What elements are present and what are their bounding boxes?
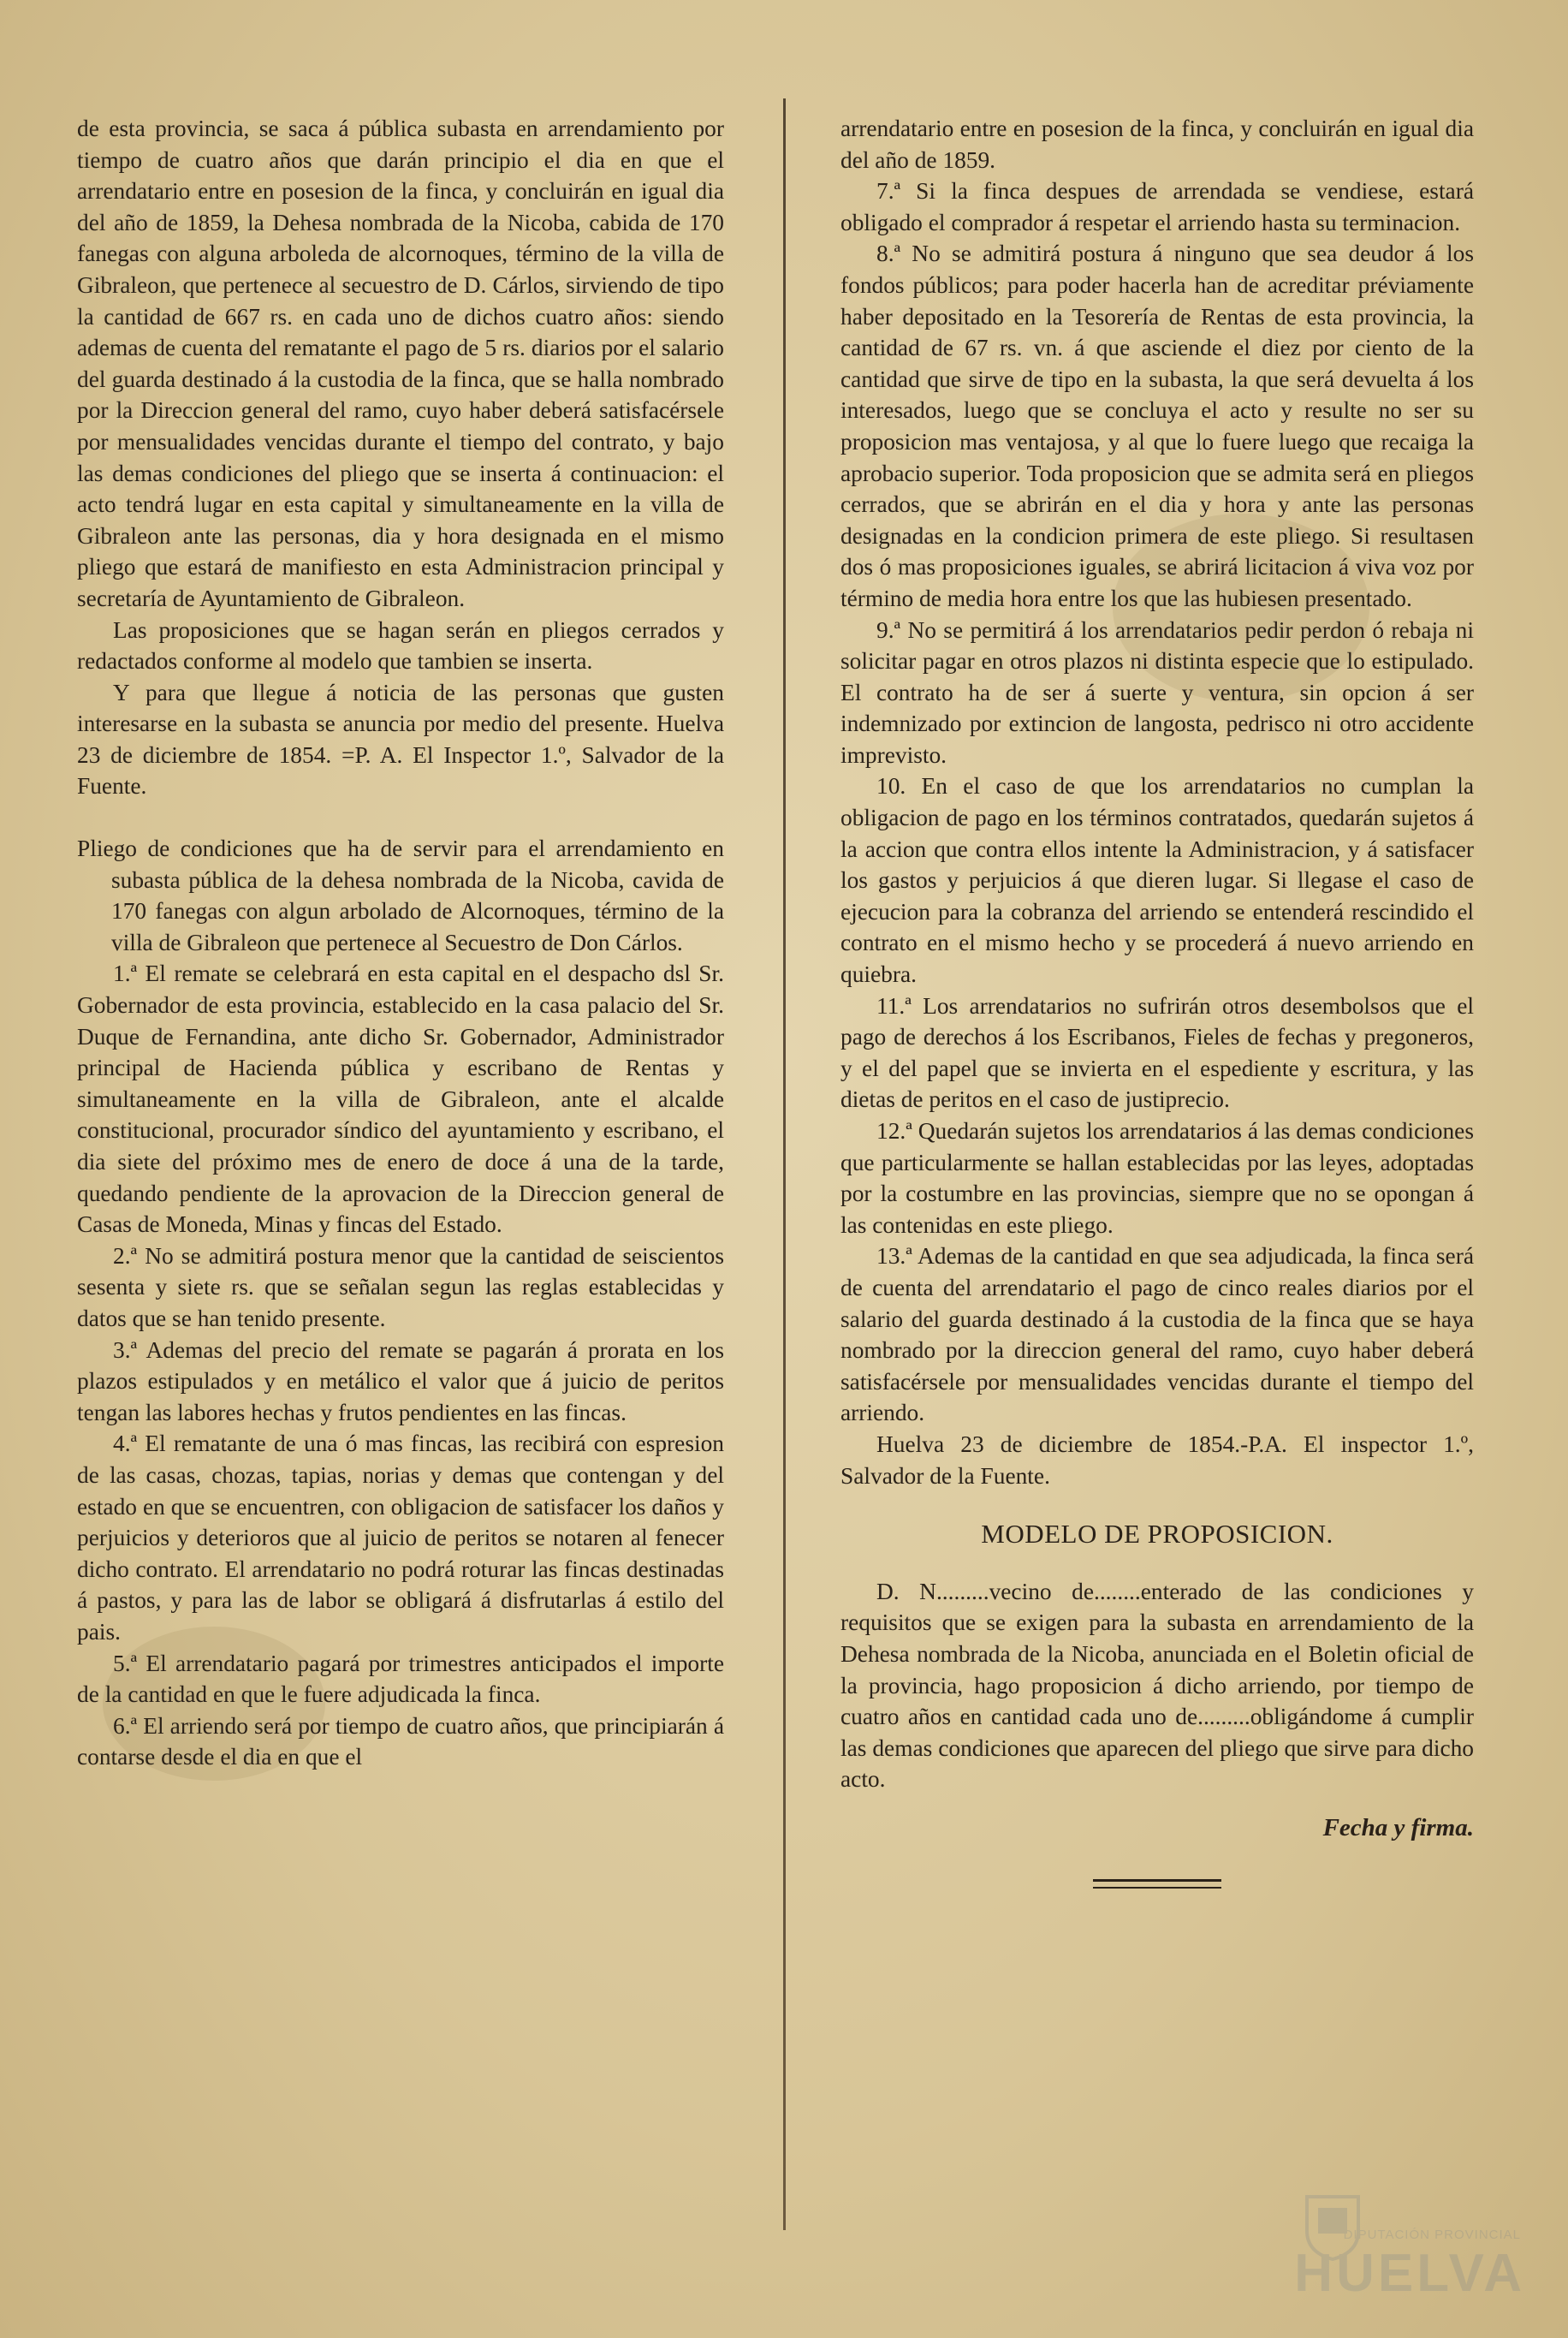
- condition-2: 2.ª No se admitirá postura menor que la cantidad de seiscientos sesenta y siete rs. que se señalan segun las reglas establecidas y datos que se han tenido presente.: [77, 1242, 724, 1331]
- condition-13: 13.ª Ademas de la cantidad en que sea adjudicada, la finca será de cuenta del arrendatario el pago de cinco reales diarios por el salario del guarda destinado á la custodia de la finca que se haya nombrado por la direccion general del ramo, cuyo haber deberá satisfacérsele por mensualidades vencidas durante el tiempo del arriendo.: [840, 1243, 1474, 1426]
- condition-3: 3.ª Ademas del precio del remate se pagarán á prorata en los plazos estipulados y en metálico el valor que á juicio de peritos tengan las labores hechas y frutos pendientes en las fincas.: [77, 1336, 724, 1425]
- closing-rule: [1093, 1879, 1221, 1889]
- archive-watermark: [1251, 2184, 1534, 2312]
- announcement-paragraph: de esta provincia, se saca á pública subasta en arrendamiento por tiempo de cuatro años que darán principio el dia en que el arrendatario entre en posesion de la finca, y concluirán en igual dia del año de 1859, la Dehesa nombrada de la Nicoba, cabida de 170 fanegas con alguna arboleda de alcornoques, término de la villa de Gibraleon, que pertenece al secuestro de D. Cárlos, sirviendo de tipo la cantidad de 667 rs. en cada uno de dichos cuatro años: siendo ademas de cuenta del rematante el pago de 5 rs. diarios por el salario del guarda destinado á la custodia de la finca, que se halla nombrado por la Direccion general del ramo, cuyo haber deberá satisfacérsele por mensualidades vencidas durante el tiempo del contrato, y bajo las demas condiciones del pliego que se inserta á continuacion: el acto tendrá lugar en esta capital y simultaneamente en la villa de Gibraleon ante las personas, dia y hora designada en el mismo pliego que estará de manifiesto en esta Administracion principal y secretaría de Ayuntamiento de Gibraleon.: [77, 116, 724, 611]
- condition-10: 10. En el caso de que los arrendatarios no cumplan la obligacion de pago en los términos contratados, quedarán sujetos á la accion que contra ellos intente la Administracion, y á satisfacer los gastos y perjuicios á que dieren lugar. Si llegase el caso de ejecucion para la cobranza del arriendo se entenderá rescindido el contrato en el mismo hecho y se procederá á nuevo arriendo en quiebra.: [840, 773, 1474, 988]
- condition-6: 6.ª El arriendo será por tiempo de cuatro años, que principiarán á contarse desde el dia en que el: [77, 1712, 724, 1770]
- right-column: [840, 113, 1474, 1889]
- pliego-heading: Pliego de condiciones que ha de servir para el arrendamiento en subasta pública de la dehesa nombrada de la Nicoba, cavida de 170 fanegas con algun arbolado de Alcornoques, término de la villa de Gibraleon que pertenece al Secuestro de Don Cárlos.: [77, 836, 724, 955]
- condition-5: 5.ª El arrendatario pagará por trimestres anticipados el importe de la cantidad en que le fuere adjudicada la finca.: [77, 1650, 724, 1708]
- modelo-text: D. N.........vecino de........enterado de las condiciones y requisitos que se exigen para la subasta en arrendamiento de la Dehesa nombrada de la Nicoba, anunciada en el Boletin oficial de la provincia, hago proposicion á dicho arriendo, por tiempo de cuatro años en cantidad cada uno de.........obligándome á cumplir las demas condiciones que aparecen del pliego que sirve para dicho acto.: [840, 1578, 1474, 1793]
- condition-7: 7.ª Si la finca despues de arrendada se vendiese, estará obligado el comprador á respetar el arriendo hasta su terminacion.: [840, 178, 1474, 235]
- condition-8: 8.ª No se admitirá postura á ninguno que sea deudor á los fondos públicos; para poder hacerla han de acreditar préviamente haber depositado en la Tesorería de Rentas de esta provincia, la cantidad de 67 rs. vn. á que asciende el diez por ciento de la cantidad que sirve de tipo en la subasta, la que será devuelta á los interesados, luego que se concluya el acto y resulte no ser su proposicion mas ventajosa, y al que lo fuere luego que recaiga la aprobacio superior. Toda proposicion que se admita será en pliegos cerrados, que se abrirán en el dia y hora y ante las personas designadas en la condicion primera de este pliego. Si resultasen dos ó mas proposiciones iguales, se abrirá licitacion á viva voz por término de media hora entre los que las hubiesen presentado.: [840, 241, 1474, 611]
- condition-6-continued: arrendatario entre en posesion de la finca, y concluirán en igual dia del año de 1859.: [840, 116, 1474, 173]
- condition-9: 9.ª No se permitirá á los arrendatarios pedir perdon ó rebaja ni solicitar pagar en otros plazos ni distinta especie que lo estipulado. El contrato ha de ser á suerte y ventura, sin opcion á ser indemnizado por extincion de langosta, pedrisco ni otro accidente imprevisto.: [840, 616, 1474, 768]
- left-column: [77, 113, 724, 1773]
- watermark-text: HUELVA: [1294, 2244, 1525, 2303]
- condition-4: 4.ª El rematante de una ó mas fincas, las recibirá con espresion de las casas, chozas, tapias, norias y demas que contengan y del estado en que se encuentren, con obligacion de satisfacer los daños y perjuicios y deterioros que al juicio de peritos se notaren al fenecer dicho contrato. El arrendatario no podrá roturar las fincas destinadas á pastos, y para las de labor se obligará á disfrutarlas á estilo del pais.: [77, 1431, 724, 1645]
- condition-12: 12.ª Quedarán sujetos los arrendatarios á las demas condiciones que particularmente se hallan establecidas por las leyes, adoptadas por la costumbre en las provincias, siempre que no se opongan á las contenidas en este pliego.: [840, 1118, 1474, 1238]
- fecha-firma: Fecha y firma.: [1322, 1813, 1474, 1841]
- condition-1: 1.ª El remate se celebrará en esta capital en el despacho dsl Sr. Gobernador de esta provincia, establecido en la casa palacio del Sr. Duque de Fernandina, ante dicho Sr. Gobernador, Administrador principal de Hacienda pública y escribano de Rentas y simultaneamente en la villa de Gibraleon, ante el alcalde constitucional, procurador síndico del ayuntamiento y escribano, el dia siete del próximo mes de enero de doce á una de la tarde, quedando pendiente de la aprovacion de la Direccion general de Casas de Moneda, Minas y fincas del Estado.: [77, 961, 724, 1238]
- proposals-paragraph: Las proposiciones que se hagan serán en pliegos cerrados y redactados conforme al modelo que tambien se inserta.: [77, 616, 724, 675]
- column-divider: [783, 98, 786, 2230]
- condition-11: 11.ª Los arrendatarios no sufrirán otros desembolsos que el pago de derechos á los Escribanos, Fieles de fechas y pregoneros, y el del papel que se invierta en el espediente y escritura, y las dietas de peritos en el caso de justiprecio.: [840, 992, 1474, 1113]
- watermark-subtitle: DIPUTACIÓN PROVINCIAL: [1343, 2228, 1521, 2242]
- signature-line: Huelva 23 de diciembre de 1854.-P.A. El inspector 1.º, Salvador de la Fuente.: [840, 1431, 1474, 1489]
- notice-paragraph: Y para que llegue á noticia de las personas que gusten interesarse en la subasta se anuncia por medio del presente. Huelva 23 de diciembre de 1854. =P. A. El Inspector 1.º, Salvador de la Fuente.: [77, 679, 724, 800]
- modelo-title: MODELO DE PROPOSICION.: [981, 1519, 1333, 1550]
